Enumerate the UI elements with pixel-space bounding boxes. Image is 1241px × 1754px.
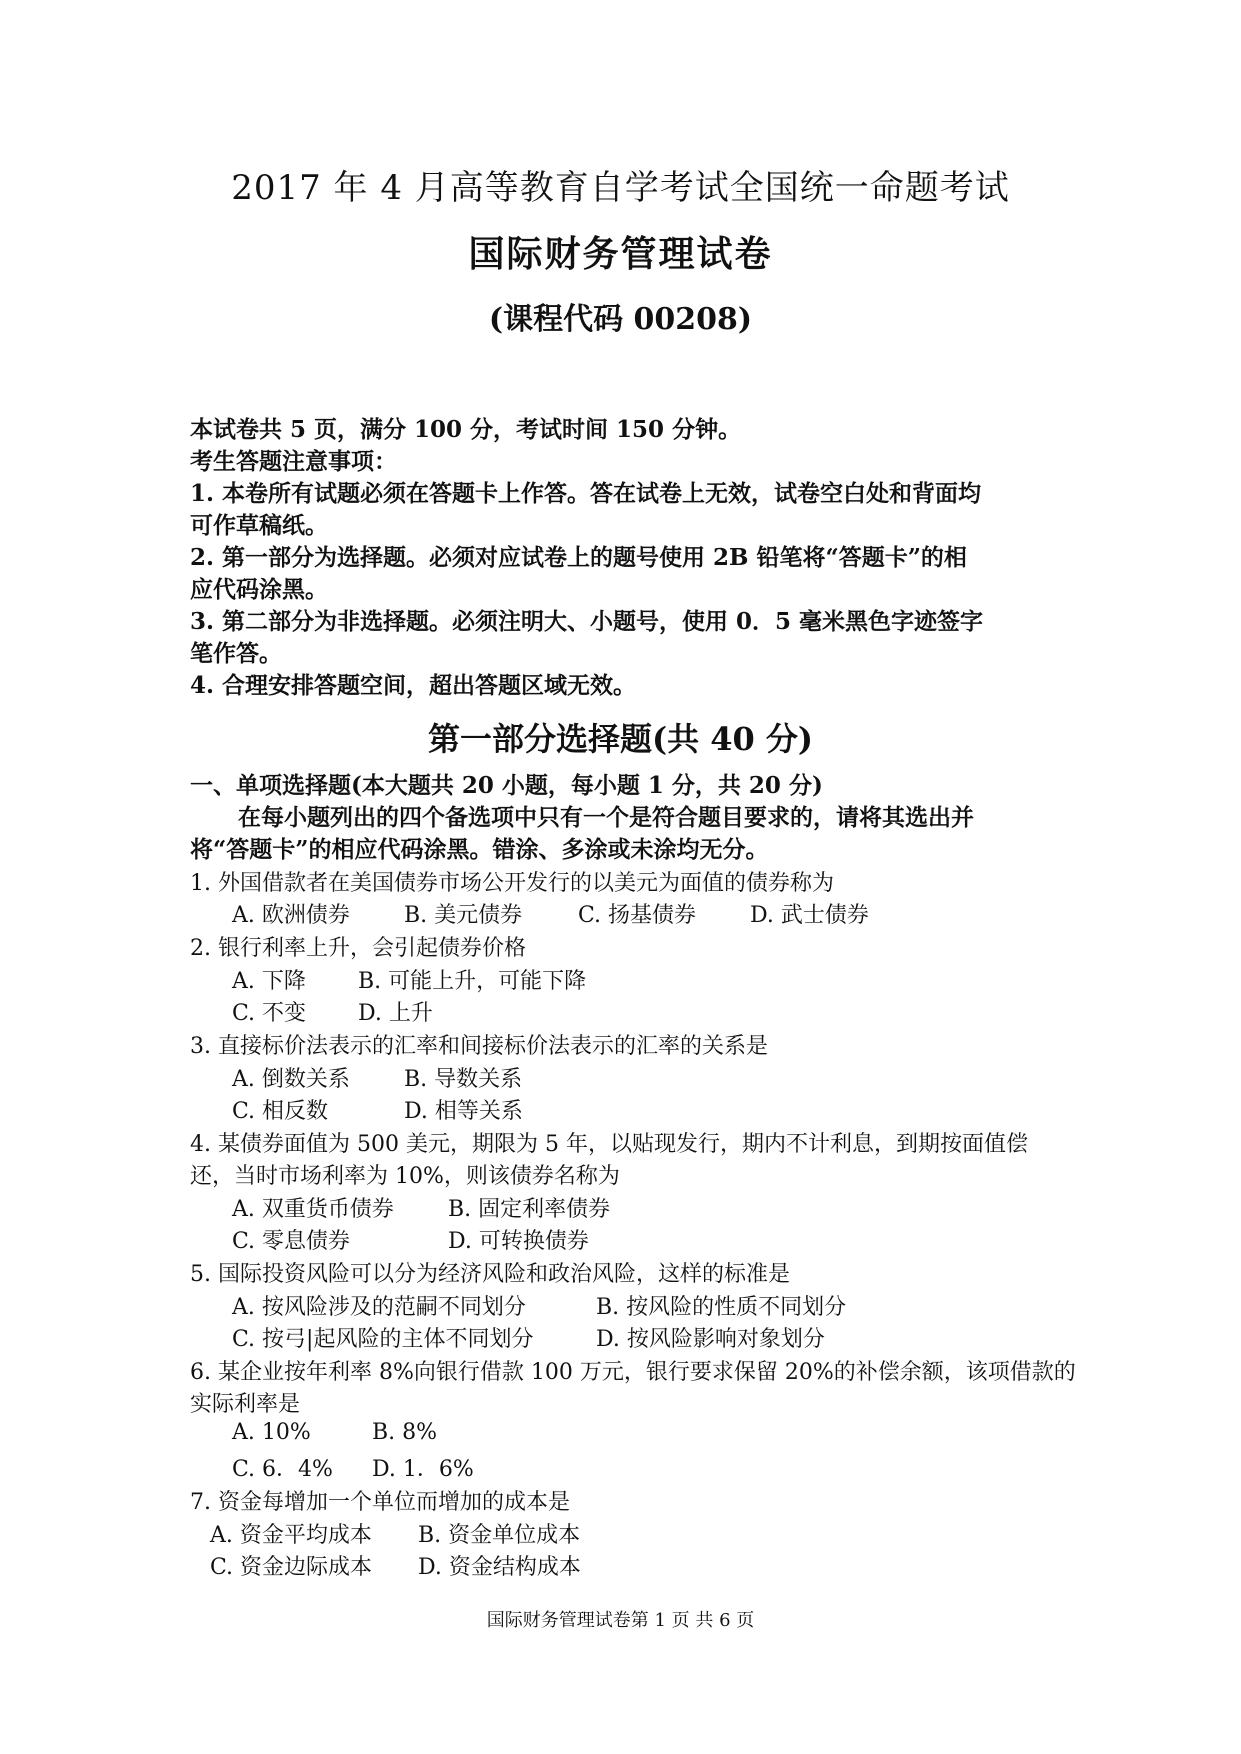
question-6-stem-line-2: 实际利率是 [190,1392,301,1417]
question-5-stem: 5. 国际投资风险可以分为经济风险和政治风险，这样的标准是 [190,1262,790,1287]
note-item-4: 4. 合理安排答题空间，超出答题区域无效。 [190,672,637,699]
question-2-stem: 2. 银行利率上升，会引起债券价格 [190,936,526,961]
note-item-3-line-2: 笔作答。 [190,640,282,667]
note-item-1-line-1: 1. 本卷所有试题必须在答题卡上作答。答在试卷上无效，试卷空白处和背面均 [190,480,982,507]
section-heading: 一、单项选择题(本大题共 20 小题，每小题 1 分，共 20 分) [190,772,823,799]
notes-heading: 考生答题注意事项： [190,448,397,475]
note-item-2-line-1: 2. 第一部分为选择题。必须对应试卷上的题号使用 2B 铅笔将“答题卡”的相 [190,544,967,571]
question-2-option-a: A. 下降 [232,969,306,994]
question-5-option-d: D. 按风险影响对象划分 [596,1327,825,1352]
question-7-option-b: B. 资金单位成本 [418,1523,581,1548]
question-2-option-d: D. 上升 [358,1001,433,1026]
paper-title: 国际财务管理试卷 [468,233,773,275]
question-6-option-a: A. 10% [232,1420,311,1445]
question-7-option-a: A. 资金平均成本 [210,1523,372,1548]
question-1-option-b: B. 美元债券 [404,903,523,928]
question-6-option-b: B. 8% [372,1420,438,1445]
question-3-option-a: A. 倒数关系 [232,1067,350,1092]
question-5-option-a: A. 按风险涉及的范嗣不同划分 [232,1295,526,1320]
question-3-option-c: C. 相反数 [232,1099,329,1124]
question-5-option-b: B. 按风险的性质不同划分 [596,1295,847,1320]
course-code: (课程代码 00208) [488,302,753,337]
question-1-option-c: C. 扬基债券 [578,903,697,928]
note-item-2-line-2: 应代码涂黑。 [190,576,328,603]
question-6-option-c: C. 6．4% [232,1457,333,1482]
question-2-option-b: B. 可能上升，可能下降 [358,969,587,994]
exam-title: 2017 年 4 月高等教育自学考试全国统一命题考试 [231,168,1010,208]
question-4-stem-line-2: 还，当时市场利率为 10%，则该债券名称为 [190,1164,620,1189]
question-3-stem: 3. 直接标价法表示的汇率和间接标价法表示的汇率的关系是 [190,1034,768,1059]
instruction-line-1: 在每小题列出的四个备选项中只有一个是符合题目要求的，请将其选出并 [238,804,974,831]
question-1-option-a: A. 欧洲债券 [232,903,350,928]
question-6-stem-line-1: 6. 某企业按年利率 8%向银行借款 100 万元，银行要求保留 20%的补偿余额，该项借款的 [190,1360,1076,1385]
part-one-title: 第一部分选择题(共 40 分) [427,720,814,758]
question-1-stem: 1. 外国借款者在美国债券市场公开发行的以美元为面值的债券称为 [190,871,834,896]
question-4-stem-line-1: 4. 某债券面值为 500 美元，期限为 5 年，以贴现发行，期内不计利息，到期按面值偿 [190,1132,1028,1157]
exam-summary: 本试卷共 5 页，满分 100 分，考试时间 150 分钟。 [190,416,742,443]
question-3-option-b: B. 导数关系 [404,1067,523,1092]
question-7-option-d: D. 资金结构成本 [418,1555,581,1580]
question-4-option-d: D. 可转换债券 [448,1229,589,1254]
note-item-3-line-1: 3. 第二部分为非选择题。必须注明大、小题号，使用 0．5 毫米黑色字迹签字 [190,608,984,635]
question-5-option-c: C. 按弓|起风险的主体不同划分 [232,1327,534,1352]
note-item-1-line-2: 可作草稿纸。 [190,512,328,539]
question-4-option-a: A. 双重货币债券 [232,1197,394,1222]
question-1-option-d: D. 武士债券 [750,903,869,928]
question-7-option-c: C. 资金边际成本 [210,1555,373,1580]
question-6-option-d: D. 1．6% [372,1457,474,1482]
question-7-stem: 7. 资金每增加一个单位而增加的成本是 [190,1490,570,1515]
question-3-option-d: D. 相等关系 [404,1099,523,1124]
question-2-option-c: C. 不变 [232,1001,307,1026]
question-4-option-c: C. 零息债券 [232,1229,351,1254]
question-4-option-b: B. 固定利率债券 [448,1197,611,1222]
instruction-line-2: 将“答题卡”的相应代码涂黑。错涂、多涂或未涂均无分。 [190,836,769,863]
page-footer: 国际财务管理试卷第 1 页 共 6 页 [486,1610,755,1631]
